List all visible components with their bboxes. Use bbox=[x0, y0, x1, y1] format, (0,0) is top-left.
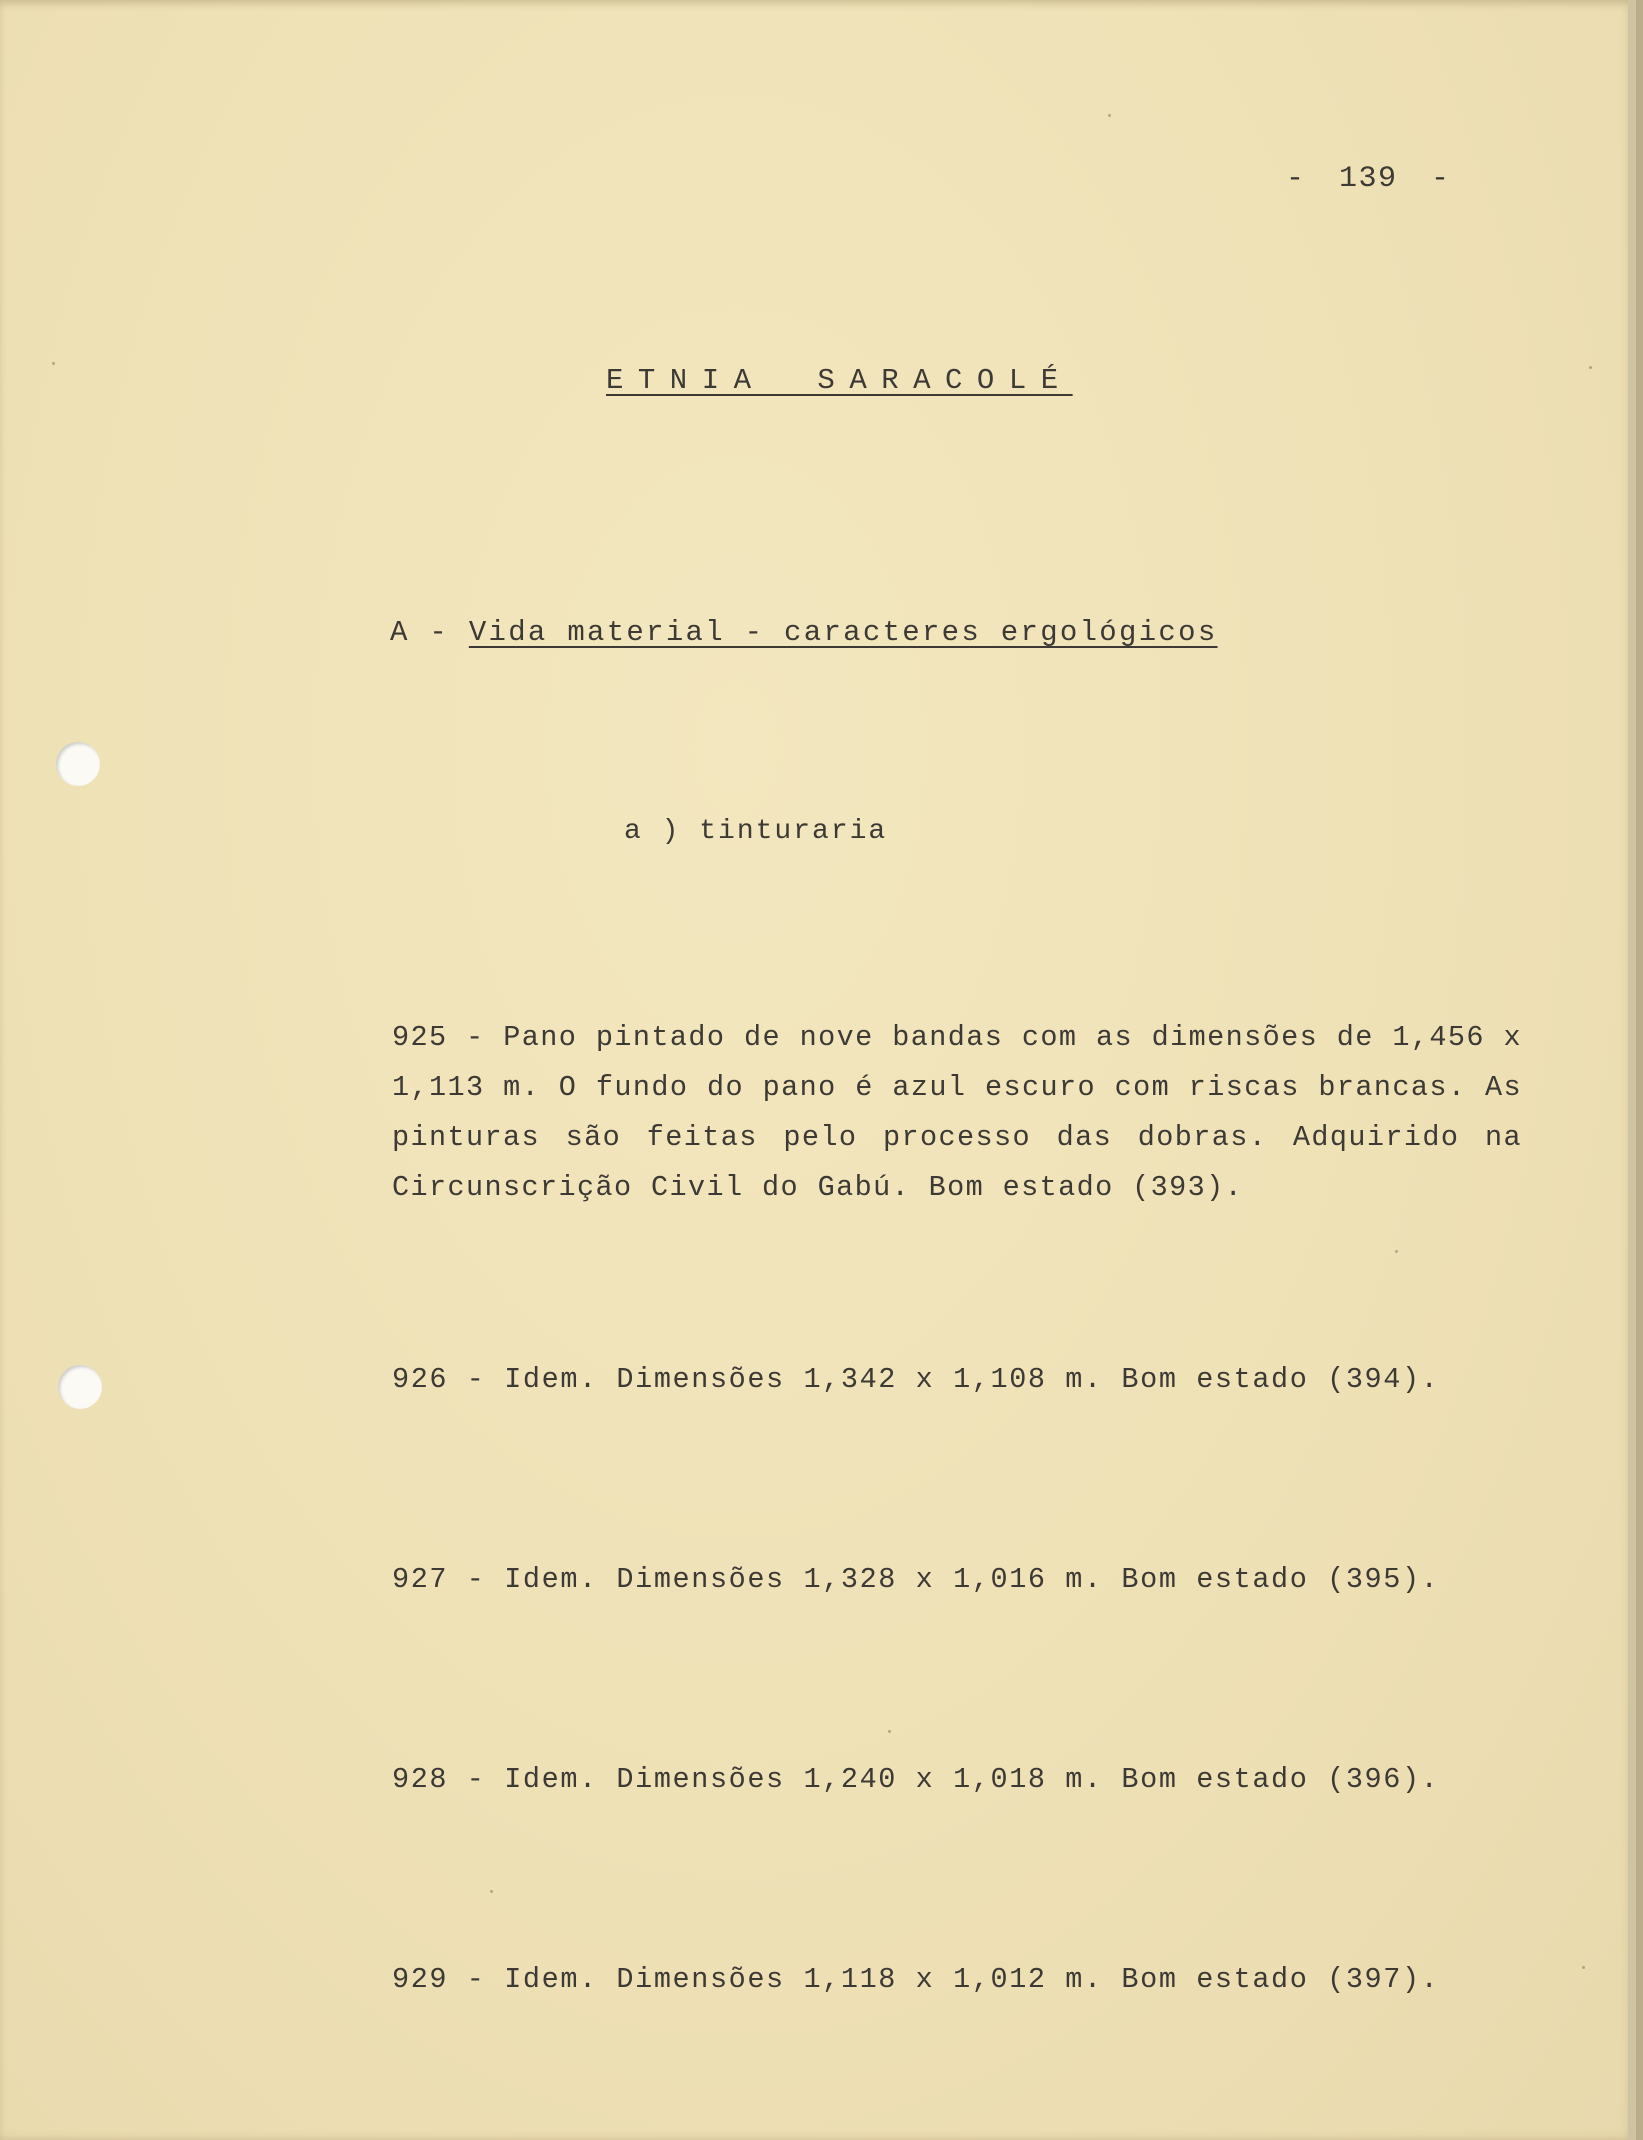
paper-speck bbox=[490, 1890, 493, 1893]
paper-speck bbox=[1108, 114, 1111, 117]
section-title: Vida material - caracteres ergológicos bbox=[468, 616, 1218, 649]
section-heading bbox=[390, 618, 1218, 647]
paper-speck bbox=[52, 362, 55, 365]
catalog-entry: 926 - Idem. Dimensões 1,342 x 1,108 m. Bom estado (394). bbox=[392, 1363, 1440, 1396]
catalog-entry: 927 - Idem. Dimensões 1,328 x 1,016 m. Bom estado (395). bbox=[392, 1563, 1440, 1596]
punch-hole-top bbox=[56, 742, 100, 786]
paper-speck bbox=[1395, 1250, 1398, 1253]
section-label: A - bbox=[390, 616, 450, 649]
page-edge bbox=[1628, 0, 1636, 2140]
page-title: ETNIA SARACOLÉ bbox=[606, 364, 1073, 397]
catalog-entry: 928 - Idem. Dimensões 1,240 x 1,018 m. Bom estado (396). bbox=[392, 1763, 1440, 1796]
punch-hole-bottom bbox=[58, 1365, 102, 1409]
catalog-entry: 929 - Idem. Dimensões 1,118 x 1,012 m. Bom estado (397). bbox=[392, 1963, 1440, 1996]
paper-speck bbox=[1589, 366, 1592, 369]
subsection-heading: a ) tinturaria bbox=[624, 816, 888, 847]
paper-speck bbox=[1582, 1966, 1585, 1969]
page-number: - 139 - bbox=[1286, 162, 1451, 196]
catalog-entry: 925 - Pano pintado de nove bandas com as dimensões de 1,456 x 1,113 m. O fundo do pano é azul escuro com riscas brancas. As pinturas são feitas pelo processo das dobras. Adquirido na Circunscrição Civil do Gabú. Bom estado (393). bbox=[392, 1021, 1522, 1204]
paper-speck bbox=[888, 1730, 891, 1733]
